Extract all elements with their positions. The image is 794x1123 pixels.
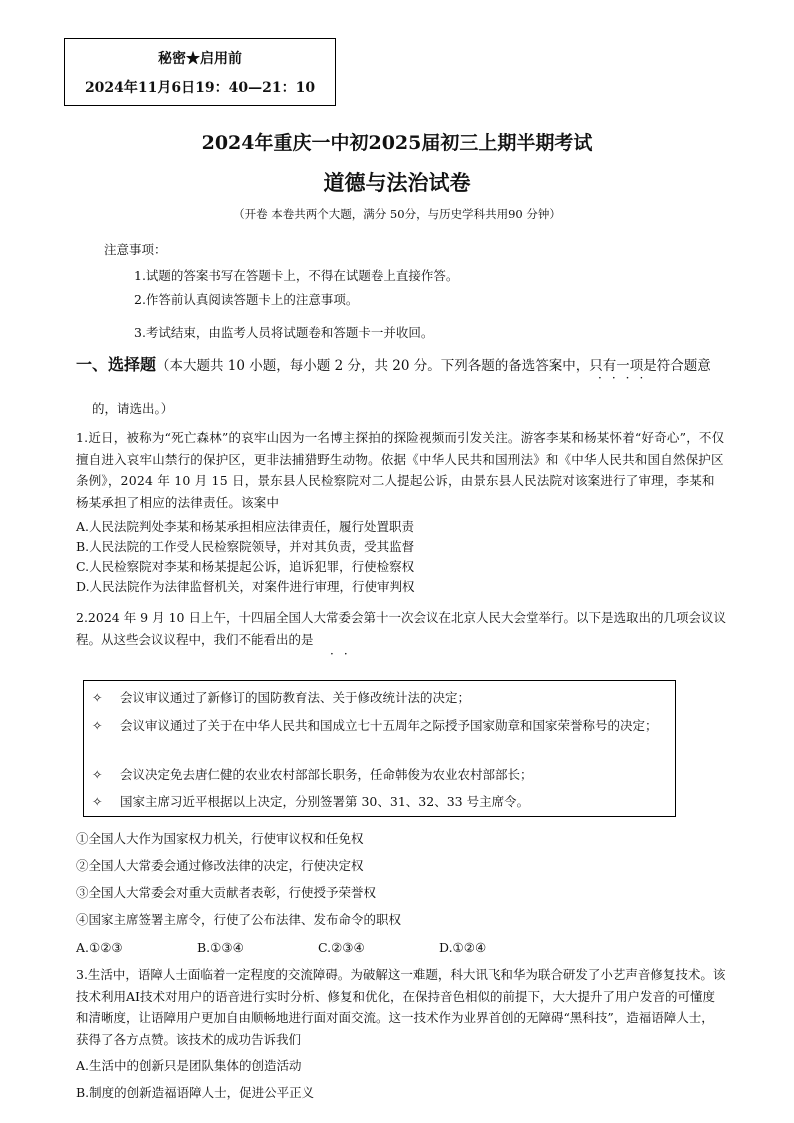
emphasis-dots: ···· (598, 371, 654, 385)
meeting-agenda-box (83, 680, 676, 817)
confidential-label: 秘密★启用前 (158, 51, 242, 67)
diamond-bullet-icon: ✧ (92, 767, 103, 782)
diamond-bullet-icon: ✧ (92, 690, 103, 705)
question-2-statement: ②全国人大常委会通过修改法律的决定，行使决定权 (76, 858, 364, 873)
question-3-option-b: B.制度的创新造福语障人士，促进公平正义 (76, 1085, 315, 1100)
question-2-statement: ①全国人大作为国家权力机关，行使审议权和任免权 (76, 831, 364, 846)
question-1-stem: 1.近日，被称为“死亡森林”的哀牢山因为一名博主探拍的探险视频而引发关注。游客李某和杨某怀着“好奇心”，不仅擅自进入哀牢山禁行的保护区，更非法捕猎野生动物。依据《中华人民共和国刑法》和《中华人民共和国自然保护区条例》，2024 年 10 月 15 日，景东县人民检察院对二人提起公诉，由景东县人民法院对该案进行了审理，李某和杨某承担了相应的法律责任。该案中 (76, 430, 725, 510)
emphasis-dots: ·· (330, 647, 358, 661)
question-1-option-c: C.人民检察院对李某和杨某提起公诉，追诉犯罪，行使检察权 (76, 559, 415, 574)
question-1-option-a: A.人民法院判处李某和杨某承担相应法律责任，履行处置职责 (76, 519, 415, 534)
diamond-bullet-icon: ✧ (92, 718, 103, 733)
agenda-text: 国家主席习近平根据以上决定，分别签署第 30、31、32、33 号主席令。 (120, 794, 530, 809)
choice-a: A.①②③ (76, 940, 123, 955)
question-2-statement: ④国家主席签署主席令，行使了公布法律、发布命令的职权 (76, 912, 402, 927)
choice-c: C.②③④ (318, 940, 365, 955)
question-2-choices (76, 940, 560, 955)
subject-title: 道德与法治试卷 (323, 170, 471, 195)
notice-item: 3.考试结束，由监考人员将试题卷和答题卡一并收回。 (134, 325, 434, 340)
agenda-text: 会议审议通过了关于在中华人民共和国成立七十五周年之际授予国家勋章和国家荣誉称号的决定； (120, 718, 658, 733)
confidential-box (64, 38, 336, 106)
exam-datetime: 2024年11月6日19：40—21：10 (84, 80, 316, 96)
diamond-bullet-icon: ✧ (92, 794, 103, 809)
agenda-text: 会议审议通过了新修订的国防教育法、关于修改统计法的决定； (120, 690, 471, 705)
section-instruction: （本大题共 10 小题，每小题 2 分，共 20 分。下列各题的备选答案中，只有一项是符合题意 (156, 358, 711, 374)
notice-item: 1.试题的答案书写在答题卡上，不得在试题卷上直接作答。 (134, 268, 459, 283)
choice-d: D.①②④ (439, 940, 487, 955)
question-3-stem: 3.生活中，语障人士面临着一定程度的交流障碍。为破解这一难题，科大讯飞和华为联合研发了小艺声音修复技术。该技术利用AI技术对用户的语音进行实时分析、修复和优化，在保持音色相似的前提下，大大提升了用户发音的可懂度和清晰度，让语障用户更加自由顺畅地进行面对面交流。这一技术作为业界首创的无障碍“黑科技”，造福语障人士，获得了各方点赞。该技术的成功告诉我们 (76, 967, 726, 1047)
section-instruction-end: 的，请选出。） (92, 401, 174, 416)
exam-subtitle: （开卷 本卷共两个大题，满分 50分，与历史学科共用90 分钟） (233, 207, 561, 221)
question-3-option-a: A.生活中的创新只是团队集体的创造活动 (76, 1058, 302, 1073)
question-2-stem: 2.2024 年 9 月 10 日上午，十四届全国人大常委会第十一次会议在北京人民大会堂举行。以下是选取出的几项会议议程。从这些会议议程中，我们不能看出的是 (76, 610, 726, 647)
question-1-option-b: B.人民法院的工作受人民检察院领导，并对其负责，受其监督 (76, 539, 415, 554)
notice-item: 2.作答前认真阅读答题卡上的注意事项。 (134, 292, 359, 307)
question-1-option-d: D.人民法院作为法律监督机关，对案件进行审理，行使审判权 (76, 579, 415, 594)
notice-heading: 注意事项： (104, 242, 167, 257)
exam-title: 2024年重庆一中初2025届初三上期半期考试 (201, 132, 593, 154)
agenda-text: 会议决定免去唐仁健的农业农村部部长职务，任命韩俊为农业农村部部长； (120, 767, 533, 782)
question-2-statement: ③全国人大常委会对重大贡献者表彰，行使授予荣誉权 (76, 885, 377, 900)
choice-b: B.①③④ (197, 940, 244, 955)
section-label: 一、选择题 (76, 355, 157, 374)
